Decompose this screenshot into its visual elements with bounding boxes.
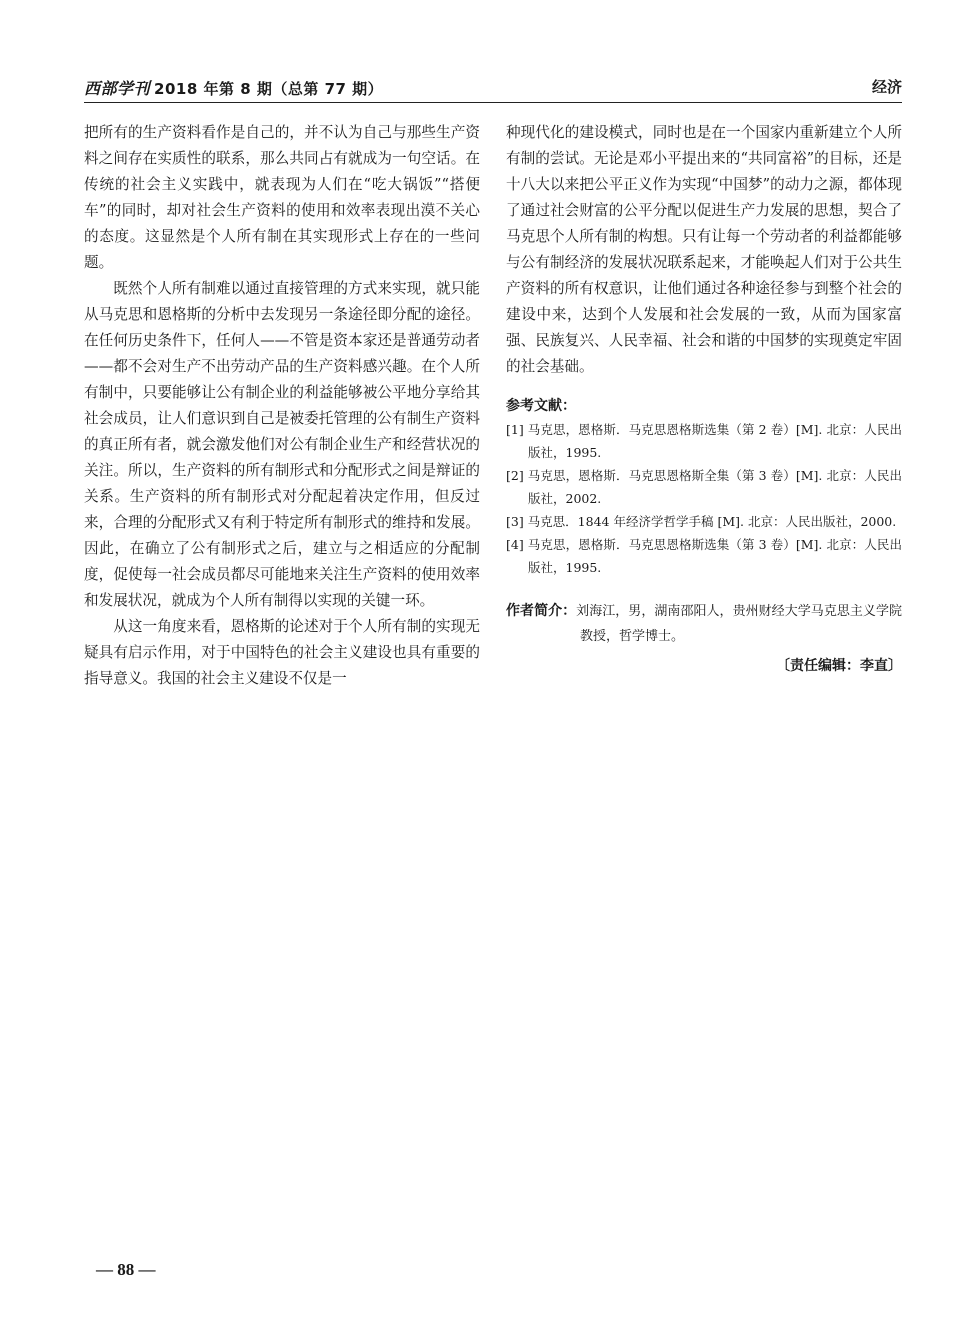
left-column — [84, 120, 480, 692]
reference-item: [3] 马克思．1844 年经济学哲学手稿 [M]. 北京：人民出版社，2000. — [506, 514, 897, 529]
journal-logo: 西部学刊 — [84, 79, 151, 98]
page-number: — 88 — — [96, 1260, 156, 1279]
running-header — [84, 74, 902, 103]
reference-item: [2] 马克思，恩格斯．马克思恩格斯全集（第 3 卷）[M]. 北京：人民出版社，2002. — [506, 468, 902, 506]
issue-info: 2018 年第 8 期（总第 77 期） — [154, 80, 384, 98]
right-column — [506, 120, 902, 679]
section-label: 经济 — [871, 78, 902, 96]
responsible-editor: 〔责任编辑：李直〕 — [776, 658, 902, 674]
author-bio-label: 作者简介： — [506, 603, 577, 619]
reference-item: [4] 马克思，恩格斯．马克思恩格斯选集（第 3 卷）[M]. 北京：人民出版社，1995. — [506, 537, 902, 575]
paragraph: 既然个人所有制难以通过直接管理的方式来实现，就只能从马克思和恩格斯的分析中去发现另一条途径即分配的途径。在任何历史条件下，任何人——不管是资本家还是普通劳动者——都不会对生产不出劳动产品的生产资料感兴趣。在个人所有制中，只要能够让公有制企业的利益能够被公平地分享给其社会成员，让人们意识到自己是被委托管理的公有制生产资料的真正所有者，就会激发他们对公有制企业生产和经营状况的关注。所以，生产资料的所有制形式和分配形式之间是辩证的关系。生产资料的所有制形式对分配起着决定作用，但反过来，合理的分配形式又有利于特定所有制形式的维持和发展。因此，在确立了公有制形式之后，建立与之相适应的分配制度，促使每一社会成员都尽可能地来关注生产资料的使用效率和发展状况，就成为个人所有制得以实现的关键一环。 — [84, 280, 480, 609]
references-title: 参考文献： — [506, 398, 576, 414]
paragraph: 从这一角度来看，恩格斯的论述对于个人所有制的实现无疑具有启示作用，对于中国特色的社会主义建设也具有重要的指导意义。我国的社会主义建设不仅是一 — [84, 618, 480, 687]
paragraph: 种现代化的建设模式，同时也是在一个国家内重新建立个人所有制的尝试。无论是邓小平提出来的“共同富裕”的目标，还是十八大以来把公平正义作为实现“中国梦”的动力之源，都体现了通过社会财富的公平分配以促进生产力发展的思想，契合了马克思个人所有制的构想。只有让每一个劳动者的利益都能够与公有制经济的发展状况联系起来，才能唤起人们对于公共生产资料的所有权意识，让他们通过各种途径参与到整个社会的建设中来，达到个人发展和社会发展的一致，从而为国家富强、民族复兴、人民幸福、社会和谐的中国梦的实现奠定牢固的社会基础。 — [506, 124, 902, 375]
author-bio — [506, 599, 902, 649]
reference-item: [1] 马克思，恩格斯．马克思恩格斯选集（第 2 卷）[M]. 北京：人民出版社，1995. — [506, 422, 902, 460]
paragraph: 把所有的生产资料看作是自己的，并不认为自己与那些生产资料之间存在实质性的联系，那么共同占有就成为一句空话。在传统的社会主义实践中，就表现为人们在“吃大锅饭”“搭便车”的同时，却对社会生产资料的使用和效率表现出漠不关心的态度。这显然是个人所有制在其实现形式上存在的一些问题。 — [84, 124, 480, 271]
journal-issue — [84, 76, 383, 99]
author-bio-text: 刘海江，男，湖南邵阳人，贵州财经大学马克思主义学院教授，哲学博士。 — [576, 604, 902, 644]
